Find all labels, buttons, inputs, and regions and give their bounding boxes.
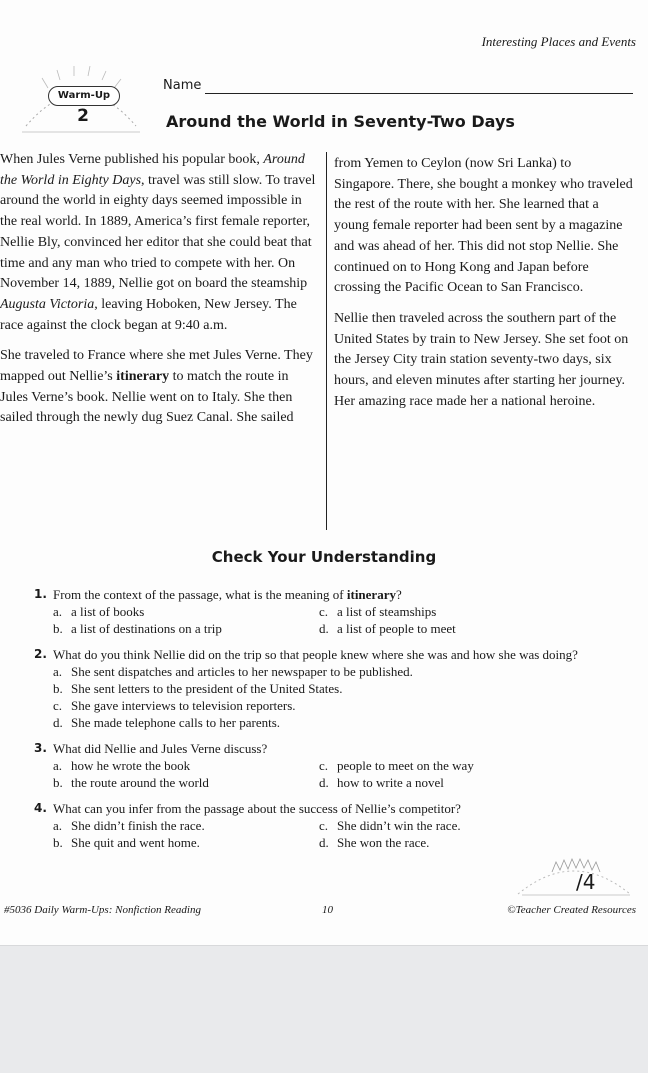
passage-paragraph: from Yemen to Ceylon (now Sri Lanka) to Singapore. There, she bought a monkey who traveled the rest of the route with her. She learned that a young female reporter had been sent by a magazine and was ahead of her. This did not stop Nellie. She continued on to Hong Kong and Japan before crossing the Pacific Ocean to San Francisco. — [334, 156, 633, 296]
answer-option[interactable]: a. She sent dispatches and articles to her newspaper to be published. — [53, 664, 413, 679]
answer-option[interactable]: a. how he wrote the book — [53, 758, 191, 773]
sunburst-decoration — [512, 854, 636, 898]
section-header: Interesting Places and Events — [481, 34, 636, 49]
answer-option[interactable]: d. She made telephone calls to her parents. — [53, 715, 281, 730]
question-text: From the context of the passage, what is the meaning of itinerary? — [53, 587, 402, 602]
viewer-background — [0, 945, 648, 1073]
question-text: What can you infer from the passage about the success of Nellie’s competitor? — [53, 801, 461, 816]
score-total: /4 — [576, 870, 596, 894]
question-4 — [34, 800, 634, 851]
question-text: What did Nellie and Jules Verne discuss? — [53, 741, 268, 756]
footer-book-title: #5036 Daily Warm-Ups: Nonfiction Reading — [4, 904, 201, 916]
vocab-word: itinerary — [116, 369, 170, 385]
column-divider — [326, 152, 327, 530]
question-1 — [34, 586, 634, 637]
footer-publisher: ©Teacher Created Resources — [507, 904, 636, 916]
ship-name: Augusta Victoria — [0, 296, 95, 312]
passage-left-column — [0, 150, 318, 439]
book-title: Around the World in Eighty Days — [0, 152, 305, 188]
question-text: What do you think Nellie did on the trip so that people knew where she was and how she was doing? — [53, 647, 578, 662]
passage-paragraph: She traveled to France where she met Jules Verne. They mapped out Nellie’s itinerary to match the route in Jules Verne’s book. Nellie went on to Italy. She then sailed through the newly dug Suez Canal. She sailed — [0, 348, 313, 426]
answer-option[interactable]: d. She won the race. — [319, 835, 430, 850]
answer-option[interactable]: a. a list of books — [53, 604, 145, 619]
question-2 — [34, 646, 634, 731]
score-badge — [512, 854, 636, 898]
question-number: 1. — [34, 587, 47, 601]
answer-option[interactable]: c. people to meet on the way — [319, 758, 474, 773]
answer-option[interactable]: d. how to write a novel — [319, 775, 444, 790]
warmup-badge — [18, 66, 144, 136]
passage-paragraph: When Jules Verne published his popular book, Around the World in Eighty Days, travel was still slow. To travel around the world in eighty days seemed impossible in the real world. In 1889, America’s first female reporter, Nellie Bly, convinced her editor that she could beat that time and any man who tried to compete with her. On November 14, 1889, Nellie got on board the steamship Augusta Victoria, leaving Hoboken, New Jersey. The race against the clock began at 9:40 a.m. — [0, 152, 316, 333]
passage-right-column — [334, 154, 634, 422]
answer-option[interactable]: b. a list of destinations on a trip — [53, 621, 222, 636]
answer-option[interactable]: a. She didn’t finish the race. — [53, 818, 205, 833]
passage-title: Around the World in Seventy-Two Days — [166, 112, 515, 131]
question-number: 2. — [34, 647, 47, 661]
page-number: 10 — [322, 904, 333, 916]
warmup-number: 2 — [77, 106, 89, 126]
question-number: 3. — [34, 741, 47, 755]
answer-option[interactable]: b. She sent letters to the president of the United States. — [53, 681, 343, 696]
question-number: 4. — [34, 801, 47, 815]
answer-option[interactable]: b. the route around the world — [53, 775, 209, 790]
warmup-label: Warm-Up — [48, 86, 120, 106]
passage-paragraph: Nellie then traveled across the southern part of the United States by train to New Jersey. She set foot on the Jersey City train station seventy-two days, six hours, and eleven minutes after starting her journey. Her amazing race made her a national heroine. — [334, 310, 629, 409]
answer-option[interactable]: c. She gave interviews to television reporters. — [53, 698, 296, 713]
answer-option[interactable]: c. She didn’t win the race. — [319, 818, 461, 833]
check-understanding-title: Check Your Understanding — [211, 548, 437, 566]
answer-option[interactable]: b. She quit and went home. — [53, 835, 200, 850]
question-list — [34, 586, 634, 860]
answer-option[interactable]: c. a list of steamships — [319, 604, 437, 619]
question-3 — [34, 740, 634, 791]
name-label: Name — [163, 78, 202, 93]
answer-option[interactable]: d. a list of people to meet — [319, 621, 456, 636]
name-field-line — [205, 93, 633, 94]
